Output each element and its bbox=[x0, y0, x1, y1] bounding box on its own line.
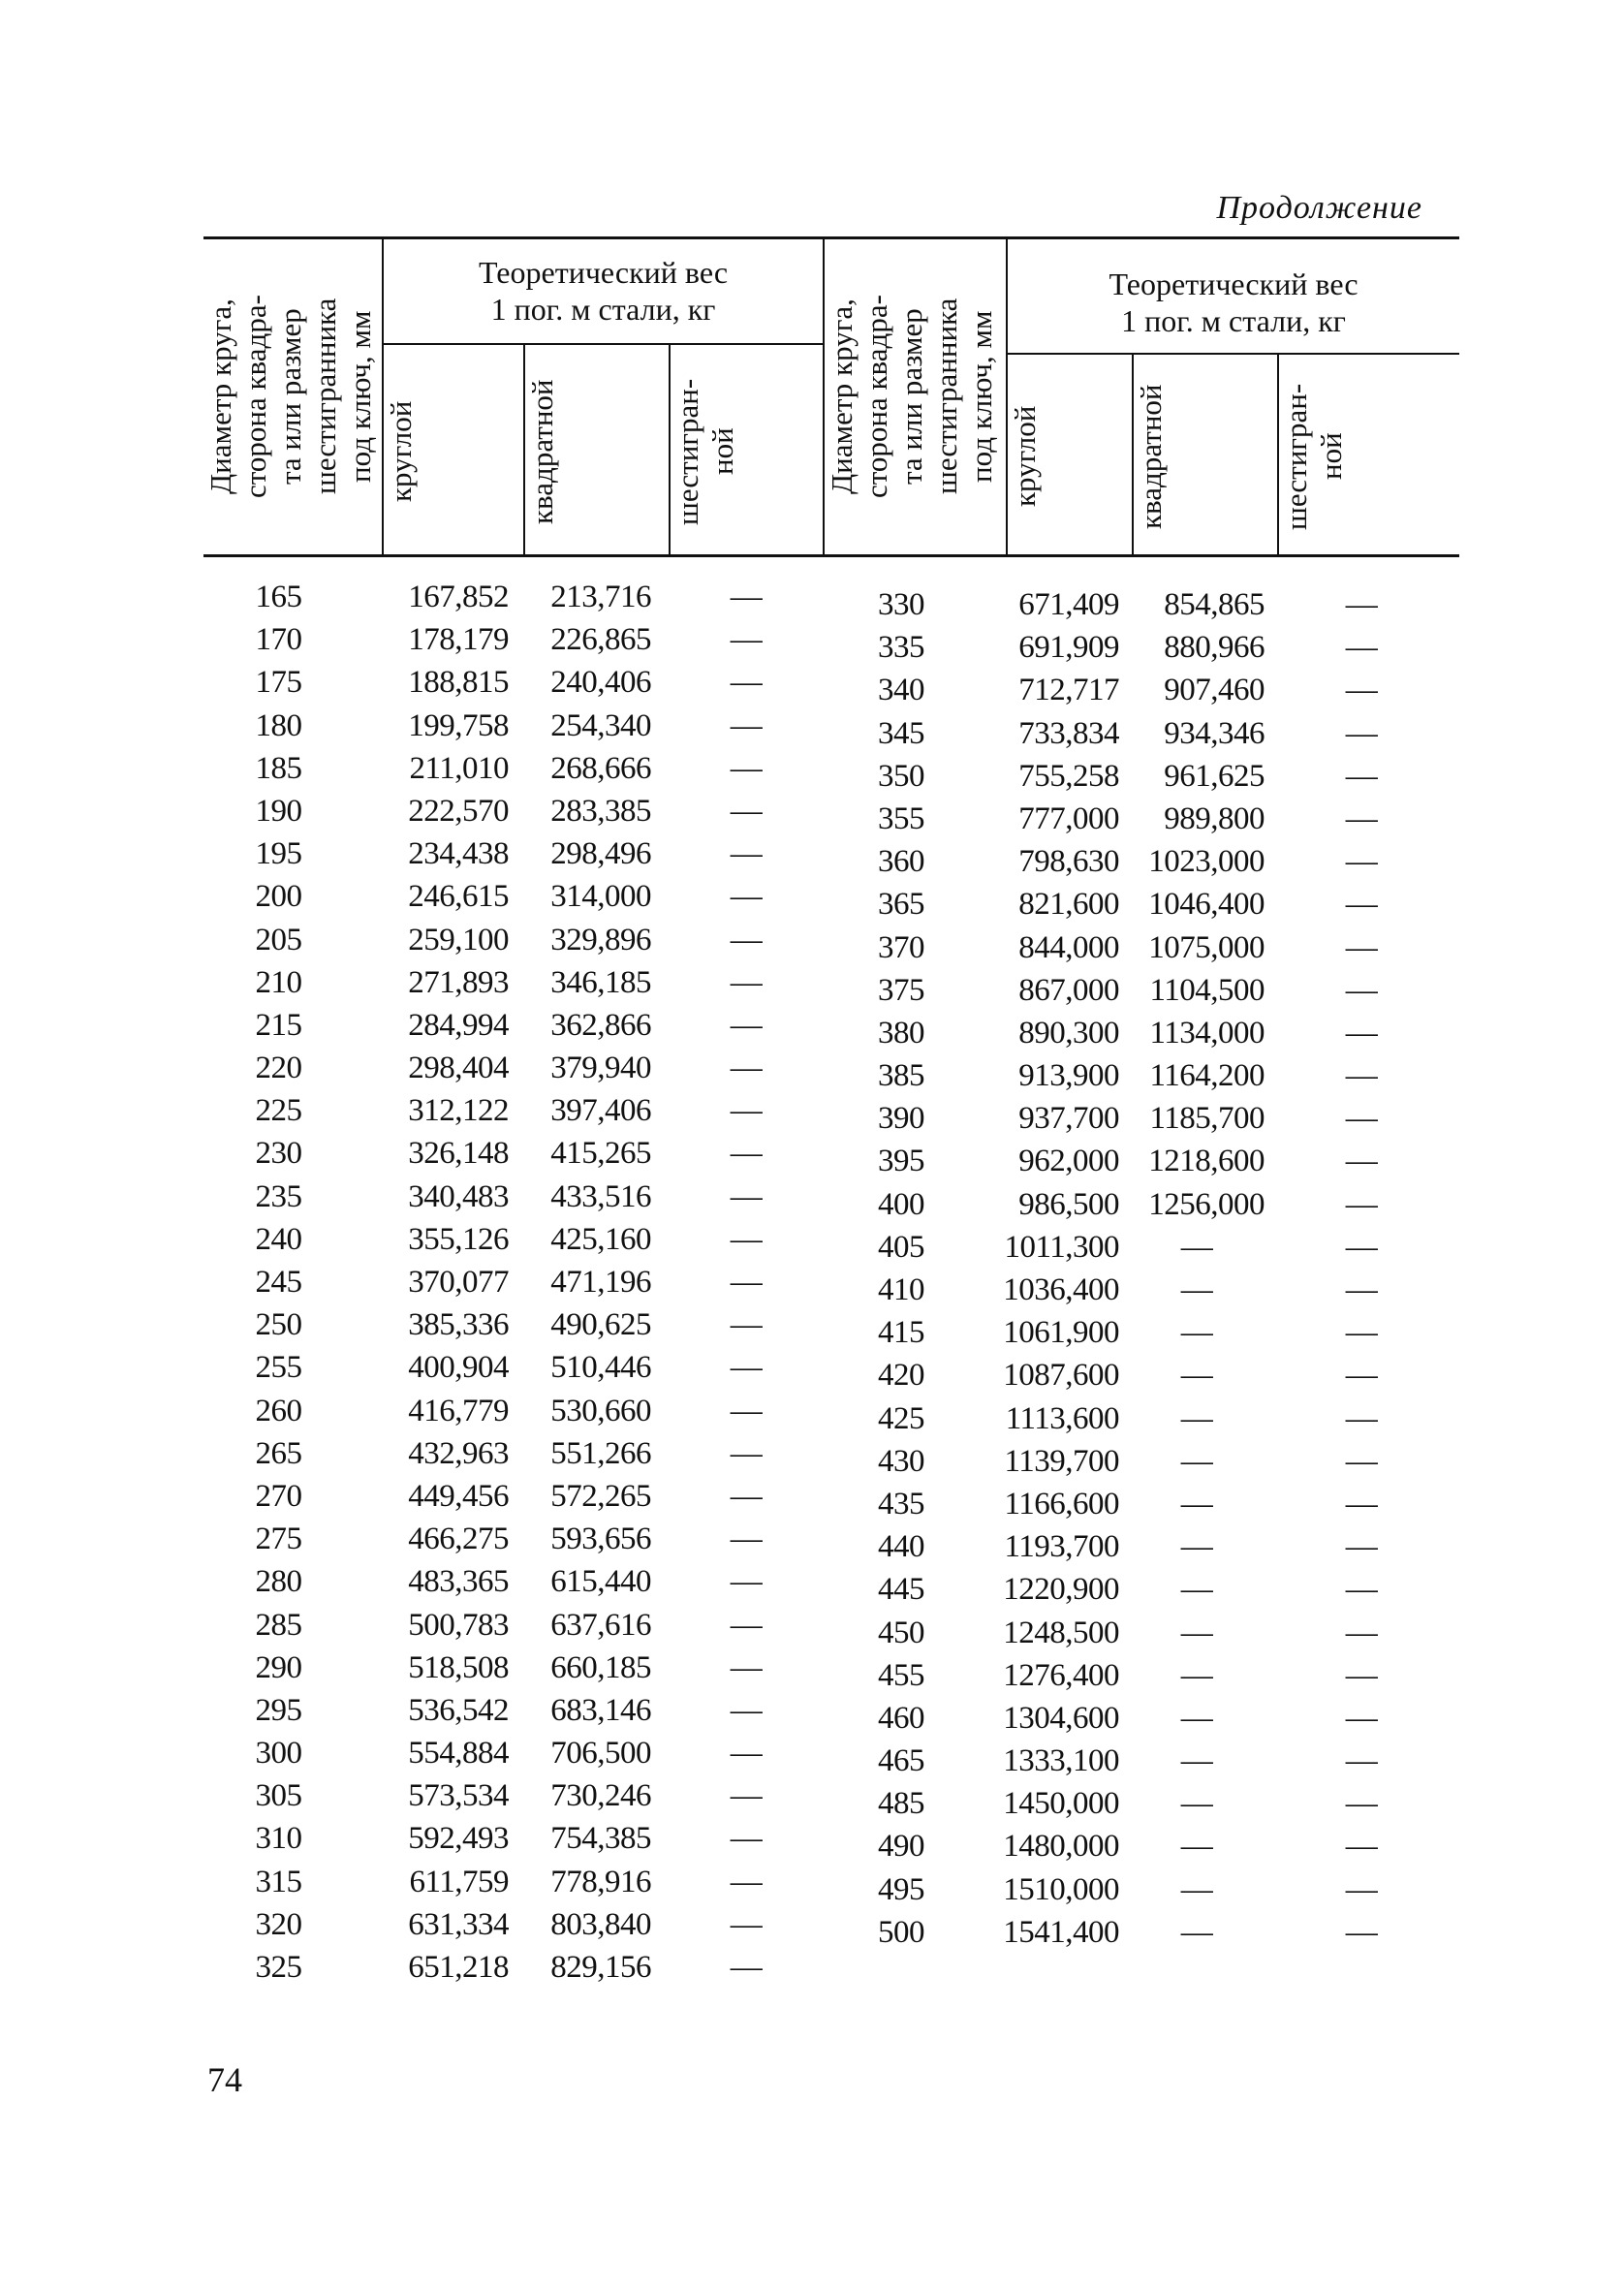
square-weight-cell: — bbox=[1180, 1914, 1213, 1950]
round-weight-cell: 1061,900 bbox=[1003, 1315, 1119, 1351]
hex-weight-cell: — bbox=[1345, 1315, 1378, 1351]
hex-weight-cell: — bbox=[730, 1821, 763, 1857]
square-weight-cell: 551,266 bbox=[550, 1435, 651, 1471]
round-weight-cell: 199,758 bbox=[408, 707, 509, 743]
square-weight-cell: 637,616 bbox=[550, 1607, 651, 1643]
square-weight-cell: 425,160 bbox=[550, 1221, 651, 1257]
hex-weight-cell: — bbox=[730, 1435, 763, 1471]
left-weight-group-header: Теоретический вес 1 пог. м стали, кг bbox=[478, 255, 729, 327]
square-weight-cell: — bbox=[1180, 1615, 1213, 1650]
round-weight-cell: 913,900 bbox=[1018, 1058, 1119, 1094]
diameter-cell: 310 bbox=[255, 1821, 302, 1857]
round-weight-cell: 178,179 bbox=[408, 622, 509, 658]
round-weight-cell: 518,508 bbox=[408, 1649, 509, 1685]
hex-weight-cell: — bbox=[1345, 673, 1378, 708]
hex-weight-cell: — bbox=[730, 622, 763, 658]
hex-weight-cell: — bbox=[1345, 1272, 1378, 1307]
right-diameter-header: Диаметр круга, сторона квадра- та или размер шестигранника под ключ, мм bbox=[825, 295, 998, 498]
square-weight-cell: — bbox=[1180, 1871, 1213, 1907]
diameter-cell: 345 bbox=[878, 715, 924, 751]
round-weight-cell: 167,852 bbox=[408, 580, 509, 614]
round-weight-cell: 1220,900 bbox=[1003, 1572, 1119, 1608]
diameter-cell: 435 bbox=[878, 1486, 924, 1521]
hex-weight-cell: — bbox=[1345, 1529, 1378, 1565]
round-weight-cell: 777,000 bbox=[1018, 800, 1119, 836]
round-weight-cell: 554,884 bbox=[408, 1736, 509, 1772]
diameter-cell: 205 bbox=[255, 922, 302, 957]
round-weight-cell: 631,334 bbox=[408, 1906, 509, 1942]
square-weight-cell: 510,446 bbox=[550, 1350, 651, 1386]
diameter-cell: 410 bbox=[878, 1272, 924, 1307]
diameter-cell: 330 bbox=[878, 587, 924, 622]
diameter-cell: 265 bbox=[255, 1435, 302, 1471]
hex-weight-cell: — bbox=[1345, 1144, 1378, 1179]
hex-weight-cell: — bbox=[1345, 1871, 1378, 1907]
square-weight-cell: 1075,000 bbox=[1148, 929, 1265, 965]
hex-weight-cell: — bbox=[730, 1265, 763, 1300]
round-weight-cell: 1193,700 bbox=[1004, 1529, 1119, 1565]
round-weight-cell: 986,500 bbox=[1018, 1186, 1119, 1222]
round-weight-cell: 1333,100 bbox=[1003, 1743, 1119, 1779]
diameter-cell: 455 bbox=[878, 1657, 924, 1693]
round-weight-cell: 691,909 bbox=[1018, 630, 1119, 666]
hex-weight-cell: — bbox=[730, 1307, 763, 1343]
round-weight-cell: 370,077 bbox=[408, 1265, 509, 1300]
square-weight-cell: 254,340 bbox=[550, 707, 651, 743]
square-weight-cell: 283,385 bbox=[550, 793, 651, 829]
diameter-cell: 400 bbox=[878, 1186, 924, 1222]
round-weight-cell: 312,122 bbox=[408, 1093, 509, 1129]
square-weight-cell: 934,346 bbox=[1164, 715, 1265, 751]
hex-weight-cell: — bbox=[1345, 758, 1378, 794]
round-weight-cell: 573,534 bbox=[408, 1778, 509, 1814]
hex-weight-cell: — bbox=[1345, 1657, 1378, 1693]
diameter-cell: 300 bbox=[255, 1736, 302, 1772]
right-round-column bbox=[998, 583, 1119, 1954]
left-group-rule bbox=[382, 343, 823, 345]
diameter-cell: 460 bbox=[878, 1700, 924, 1736]
round-weight-cell: 500,783 bbox=[408, 1607, 509, 1643]
diameter-cell: 360 bbox=[878, 844, 924, 880]
diameter-cell: 280 bbox=[255, 1564, 302, 1600]
left-hex-header: шестигран- ной bbox=[671, 378, 739, 525]
right-group-rule bbox=[1006, 353, 1459, 355]
square-weight-cell: 754,385 bbox=[550, 1821, 651, 1857]
square-weight-cell: 1104,500 bbox=[1149, 972, 1265, 1008]
left-round-header: круглой bbox=[384, 400, 418, 503]
square-weight-cell: — bbox=[1180, 1786, 1213, 1822]
round-weight-cell: 385,336 bbox=[408, 1307, 509, 1343]
diameter-cell: 275 bbox=[255, 1521, 302, 1557]
hex-weight-cell: — bbox=[1345, 1229, 1378, 1265]
hex-weight-cell: — bbox=[1345, 1786, 1378, 1822]
diameter-cell: 185 bbox=[255, 750, 302, 786]
diameter-cell: 385 bbox=[878, 1058, 924, 1094]
diameter-cell: 325 bbox=[255, 1950, 302, 1985]
round-weight-cell: 733,834 bbox=[1018, 715, 1119, 751]
diameter-cell: 395 bbox=[878, 1144, 924, 1179]
left-diameter-column bbox=[203, 576, 354, 1989]
round-weight-cell: 611,759 bbox=[409, 1864, 509, 1899]
diameter-cell: 210 bbox=[255, 964, 302, 1000]
diameter-cell: 240 bbox=[255, 1221, 302, 1257]
square-weight-cell: — bbox=[1180, 1358, 1213, 1394]
page-number: 74 bbox=[207, 2060, 242, 2099]
diameter-cell: 500 bbox=[878, 1914, 924, 1950]
right-square-header: квадратной bbox=[1134, 384, 1168, 529]
diameter-cell: 440 bbox=[878, 1529, 924, 1565]
square-weight-cell: — bbox=[1180, 1400, 1213, 1436]
diameter-cell: 415 bbox=[878, 1315, 924, 1351]
square-weight-cell: 346,185 bbox=[550, 964, 651, 1000]
square-weight-cell: 298,496 bbox=[550, 836, 651, 872]
square-weight-cell: 362,866 bbox=[550, 1007, 651, 1043]
square-weight-cell: — bbox=[1180, 1229, 1213, 1265]
hex-weight-cell: — bbox=[730, 836, 763, 872]
hex-weight-cell: — bbox=[730, 1178, 763, 1214]
hex-weight-cell: — bbox=[1345, 1358, 1378, 1394]
hex-weight-cell: — bbox=[1345, 1743, 1378, 1779]
hex-weight-cell: — bbox=[730, 1564, 763, 1600]
hex-weight-cell: — bbox=[730, 707, 763, 743]
round-weight-cell: 400,904 bbox=[408, 1350, 509, 1386]
square-weight-cell: 778,916 bbox=[550, 1864, 651, 1899]
hex-weight-cell: — bbox=[730, 1692, 763, 1728]
hex-weight-cell: — bbox=[730, 1007, 763, 1043]
hex-weight-cell: — bbox=[1345, 1700, 1378, 1736]
square-weight-cell: 471,196 bbox=[550, 1265, 651, 1300]
round-weight-cell: 671,409 bbox=[1018, 587, 1119, 622]
hex-weight-cell: — bbox=[730, 1093, 763, 1129]
hex-weight-cell: — bbox=[730, 1950, 763, 1985]
round-weight-cell: 1304,600 bbox=[1003, 1700, 1119, 1736]
hex-weight-cell: — bbox=[730, 665, 763, 701]
hex-weight-cell: — bbox=[1345, 929, 1378, 965]
square-weight-cell: 829,156 bbox=[550, 1950, 651, 1985]
diameter-cell: 340 bbox=[878, 673, 924, 708]
round-weight-cell: 937,700 bbox=[1018, 1101, 1119, 1137]
hex-weight-cell: — bbox=[730, 793, 763, 829]
square-weight-cell: — bbox=[1180, 1829, 1213, 1865]
hex-weight-cell: — bbox=[1345, 1486, 1378, 1521]
diameter-cell: 425 bbox=[878, 1400, 924, 1436]
round-weight-cell: 651,218 bbox=[408, 1950, 509, 1985]
round-weight-cell: 284,994 bbox=[408, 1007, 509, 1043]
hex-weight-cell: — bbox=[730, 1136, 763, 1172]
round-weight-cell: 1480,000 bbox=[1003, 1829, 1119, 1865]
hex-weight-cell: — bbox=[1345, 887, 1378, 923]
square-weight-cell: 530,660 bbox=[550, 1393, 651, 1428]
square-weight-cell: 433,516 bbox=[550, 1178, 651, 1214]
diameter-cell: 225 bbox=[255, 1093, 302, 1129]
hex-weight-cell: — bbox=[1345, 1914, 1378, 1950]
diameter-cell: 405 bbox=[878, 1229, 924, 1265]
diameter-cell: 465 bbox=[878, 1743, 924, 1779]
diameter-cell: 320 bbox=[255, 1906, 302, 1942]
round-weight-cell: 234,438 bbox=[408, 836, 509, 872]
hex-weight-cell: — bbox=[730, 1778, 763, 1814]
hex-weight-cell: — bbox=[730, 1478, 763, 1514]
square-weight-cell: — bbox=[1180, 1315, 1213, 1351]
left-square-header: квадратной bbox=[525, 379, 559, 524]
square-weight-cell: 1046,400 bbox=[1148, 887, 1265, 923]
diameter-cell: 370 bbox=[878, 929, 924, 965]
round-weight-cell: 246,615 bbox=[408, 879, 509, 915]
diameter-cell: 295 bbox=[255, 1692, 302, 1728]
diameter-cell: 195 bbox=[255, 836, 302, 872]
hex-weight-cell: — bbox=[730, 879, 763, 915]
round-weight-cell: 1510,000 bbox=[1003, 1871, 1119, 1907]
round-weight-cell: 962,000 bbox=[1018, 1144, 1119, 1179]
square-weight-cell: 572,265 bbox=[550, 1478, 651, 1514]
hex-weight-cell: — bbox=[730, 1864, 763, 1899]
square-weight-cell: — bbox=[1180, 1443, 1213, 1479]
hex-weight-cell: — bbox=[730, 580, 763, 614]
square-weight-cell: 706,500 bbox=[550, 1736, 651, 1772]
diameter-cell: 190 bbox=[255, 793, 302, 829]
square-weight-cell: 593,656 bbox=[550, 1521, 651, 1557]
diameter-cell: 390 bbox=[878, 1101, 924, 1137]
hex-weight-cell: — bbox=[730, 1521, 763, 1557]
diameter-cell: 450 bbox=[878, 1615, 924, 1650]
square-weight-cell: 1218,600 bbox=[1148, 1144, 1265, 1179]
square-weight-cell: — bbox=[1180, 1272, 1213, 1307]
round-weight-cell: 298,404 bbox=[408, 1051, 509, 1086]
round-weight-cell: 867,000 bbox=[1018, 972, 1119, 1008]
hex-weight-cell: — bbox=[730, 1221, 763, 1257]
hex-weight-cell: — bbox=[1345, 1015, 1378, 1051]
diameter-cell: 375 bbox=[878, 972, 924, 1008]
hex-weight-cell: — bbox=[1345, 800, 1378, 836]
square-weight-cell: 213,716 bbox=[550, 580, 651, 614]
right-square-column bbox=[1129, 583, 1265, 1954]
hex-weight-cell: — bbox=[1345, 1443, 1378, 1479]
hex-weight-cell: — bbox=[730, 750, 763, 786]
round-weight-cell: 1276,400 bbox=[1003, 1657, 1119, 1693]
round-weight-cell: 1113,600 bbox=[1005, 1400, 1119, 1436]
right-weight-group-header: Теоретический вес 1 пог. м стали, кг bbox=[1109, 267, 1359, 338]
diameter-cell: 365 bbox=[878, 887, 924, 923]
round-weight-cell: 844,000 bbox=[1018, 929, 1119, 965]
square-weight-cell: 989,800 bbox=[1164, 800, 1265, 836]
round-weight-cell: 712,717 bbox=[1018, 673, 1119, 708]
hex-weight-cell: — bbox=[1345, 1615, 1378, 1650]
square-weight-cell: 660,185 bbox=[550, 1649, 651, 1685]
right-diameter-column bbox=[824, 583, 979, 1954]
round-weight-cell: 1248,500 bbox=[1003, 1615, 1119, 1650]
square-weight-cell: 1134,000 bbox=[1149, 1015, 1265, 1051]
diameter-cell: 180 bbox=[255, 707, 302, 743]
header-top-rule bbox=[203, 236, 1459, 239]
square-weight-cell: 1164,200 bbox=[1149, 1058, 1265, 1094]
round-weight-cell: 355,126 bbox=[408, 1221, 509, 1257]
square-weight-cell: 268,666 bbox=[550, 750, 651, 786]
diameter-cell: 355 bbox=[878, 800, 924, 836]
square-weight-cell: 379,940 bbox=[550, 1051, 651, 1086]
square-weight-cell: 854,865 bbox=[1164, 587, 1265, 622]
left-diameter-header: Диаметр круга, сторона квадра- та или размер шестигранника под ключ, мм bbox=[203, 295, 377, 498]
diameter-cell: 490 bbox=[878, 1829, 924, 1865]
hex-weight-cell: — bbox=[1345, 1400, 1378, 1436]
continuation-label: Продолжение bbox=[1216, 190, 1422, 226]
hex-weight-cell: — bbox=[1345, 1572, 1378, 1608]
hex-weight-cell: — bbox=[1345, 972, 1378, 1008]
hex-weight-cell: — bbox=[1345, 1058, 1378, 1094]
square-weight-cell: 683,146 bbox=[550, 1692, 651, 1728]
round-weight-cell: 483,365 bbox=[408, 1564, 509, 1600]
hex-weight-cell: — bbox=[1345, 844, 1378, 880]
diameter-cell: 285 bbox=[255, 1607, 302, 1643]
round-weight-cell: 1166,600 bbox=[1004, 1486, 1119, 1521]
square-weight-cell: 314,000 bbox=[550, 879, 651, 915]
round-weight-cell: 222,570 bbox=[408, 793, 509, 829]
round-weight-cell: 1541,400 bbox=[1003, 1914, 1119, 1950]
left-square-column bbox=[523, 576, 651, 1989]
diameter-cell: 245 bbox=[255, 1265, 302, 1300]
round-weight-cell: 432,963 bbox=[408, 1435, 509, 1471]
diameter-cell: 305 bbox=[255, 1778, 302, 1814]
diameter-cell: 485 bbox=[878, 1786, 924, 1822]
hex-weight-cell: — bbox=[730, 1736, 763, 1772]
header-bottom-rule bbox=[203, 554, 1459, 557]
square-weight-cell: 1023,000 bbox=[1148, 844, 1265, 880]
diameter-cell: 230 bbox=[255, 1136, 302, 1172]
round-weight-cell: 890,300 bbox=[1018, 1015, 1119, 1051]
square-weight-cell: 415,265 bbox=[550, 1136, 651, 1172]
diameter-cell: 165 bbox=[255, 580, 302, 614]
square-weight-cell: 961,625 bbox=[1164, 758, 1265, 794]
square-weight-cell: 490,625 bbox=[550, 1307, 651, 1343]
square-weight-cell: — bbox=[1180, 1743, 1213, 1779]
left-round-column bbox=[378, 576, 509, 1989]
square-weight-cell: — bbox=[1180, 1486, 1213, 1521]
hex-weight-cell: — bbox=[730, 964, 763, 1000]
hex-weight-cell: — bbox=[1345, 1829, 1378, 1865]
diameter-cell: 430 bbox=[878, 1443, 924, 1479]
round-weight-cell: 821,600 bbox=[1018, 887, 1119, 923]
weight-table bbox=[203, 236, 1459, 1985]
square-weight-cell: 226,865 bbox=[550, 622, 651, 658]
square-weight-cell: — bbox=[1180, 1529, 1213, 1565]
hex-weight-cell: — bbox=[730, 1906, 763, 1942]
hex-weight-cell: — bbox=[1345, 715, 1378, 751]
diameter-cell: 220 bbox=[255, 1051, 302, 1086]
round-weight-cell: 271,893 bbox=[408, 964, 509, 1000]
square-weight-cell: 1185,700 bbox=[1149, 1101, 1265, 1137]
round-weight-cell: 326,148 bbox=[408, 1136, 509, 1172]
diameter-cell: 260 bbox=[255, 1393, 302, 1428]
round-weight-cell: 798,630 bbox=[1018, 844, 1119, 880]
square-weight-cell: 240,406 bbox=[550, 665, 651, 701]
square-weight-cell: 1256,000 bbox=[1148, 1186, 1265, 1222]
diameter-cell: 315 bbox=[255, 1864, 302, 1899]
diameter-cell: 420 bbox=[878, 1358, 924, 1394]
square-weight-cell: — bbox=[1180, 1657, 1213, 1693]
diameter-cell: 200 bbox=[255, 879, 302, 915]
square-weight-cell: 907,460 bbox=[1164, 673, 1265, 708]
diameter-cell: 495 bbox=[878, 1871, 924, 1907]
hex-weight-cell: — bbox=[730, 1350, 763, 1386]
round-weight-cell: 211,010 bbox=[409, 750, 509, 786]
diameter-cell: 215 bbox=[255, 1007, 302, 1043]
square-weight-cell: 803,840 bbox=[550, 1906, 651, 1942]
round-weight-cell: 259,100 bbox=[408, 922, 509, 957]
hex-weight-cell: — bbox=[1345, 1186, 1378, 1222]
right-hex-column bbox=[1318, 583, 1405, 1954]
diameter-cell: 250 bbox=[255, 1307, 302, 1343]
round-weight-cell: 536,542 bbox=[408, 1692, 509, 1728]
square-weight-cell: 329,896 bbox=[550, 922, 651, 957]
square-weight-cell: 615,440 bbox=[550, 1564, 651, 1600]
right-round-header: круглой bbox=[1008, 405, 1042, 508]
round-weight-cell: 755,258 bbox=[1018, 758, 1119, 794]
square-weight-cell: 880,966 bbox=[1164, 630, 1265, 666]
round-weight-cell: 340,483 bbox=[408, 1178, 509, 1214]
diameter-cell: 255 bbox=[255, 1350, 302, 1386]
diameter-cell: 170 bbox=[255, 622, 302, 658]
round-weight-cell: 1036,400 bbox=[1003, 1272, 1119, 1307]
diameter-cell: 445 bbox=[878, 1572, 924, 1608]
diameter-cell: 175 bbox=[255, 665, 302, 701]
diameter-cell: 290 bbox=[255, 1649, 302, 1685]
hex-weight-cell: — bbox=[1345, 630, 1378, 666]
hex-weight-cell: — bbox=[730, 1649, 763, 1685]
diameter-cell: 350 bbox=[878, 758, 924, 794]
diameter-cell: 335 bbox=[878, 630, 924, 666]
round-weight-cell: 1011,300 bbox=[1004, 1229, 1119, 1265]
round-weight-cell: 466,275 bbox=[408, 1521, 509, 1557]
diameter-cell: 235 bbox=[255, 1178, 302, 1214]
round-weight-cell: 1087,600 bbox=[1003, 1358, 1119, 1394]
hex-weight-cell: — bbox=[730, 1051, 763, 1086]
round-weight-cell: 416,779 bbox=[408, 1393, 509, 1428]
hex-weight-cell: — bbox=[1345, 1101, 1378, 1137]
round-weight-cell: 188,815 bbox=[408, 665, 509, 701]
round-weight-cell: 592,493 bbox=[408, 1821, 509, 1857]
round-weight-cell: 1450,000 bbox=[1003, 1786, 1119, 1822]
square-weight-cell: — bbox=[1180, 1572, 1213, 1608]
hex-weight-cell: — bbox=[1345, 587, 1378, 622]
hex-weight-cell: — bbox=[730, 922, 763, 957]
round-weight-cell: 1139,700 bbox=[1004, 1443, 1119, 1479]
square-weight-cell: 730,246 bbox=[550, 1778, 651, 1814]
table-header bbox=[203, 236, 1459, 556]
right-hex-header: шестигран- ной bbox=[1279, 383, 1348, 530]
square-weight-cell: — bbox=[1180, 1700, 1213, 1736]
diameter-cell: 380 bbox=[878, 1015, 924, 1051]
square-weight-cell: 397,406 bbox=[550, 1093, 651, 1129]
left-hex-column bbox=[707, 576, 785, 1989]
hex-weight-cell: — bbox=[730, 1393, 763, 1428]
diameter-cell: 270 bbox=[255, 1478, 302, 1514]
round-weight-cell: 449,456 bbox=[408, 1478, 509, 1514]
hex-weight-cell: — bbox=[730, 1607, 763, 1643]
